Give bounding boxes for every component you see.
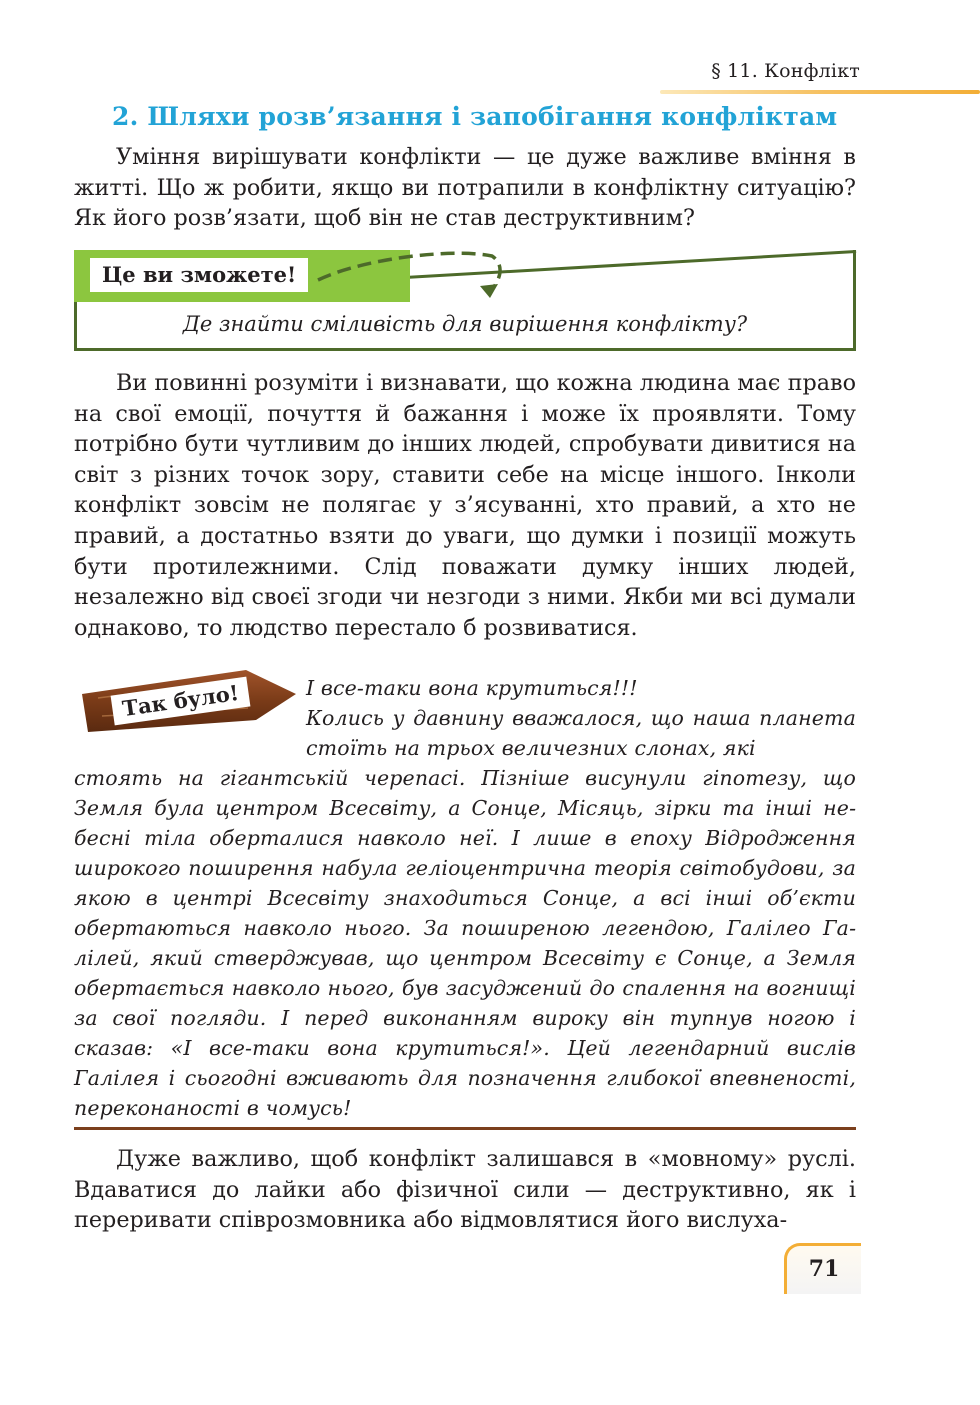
- page-number: 71: [808, 1256, 840, 1282]
- section-title: § 11. Конфлікт: [711, 60, 860, 82]
- paragraph-language: Дуже важливо, щоб конфлікт залишався в «мовному» руслі. Вдаватися до лайки або фізичної сили — деструктивно, як і переривати співрозмовника або відмовлятися його вислуха-: [74, 1146, 856, 1234]
- can-do-frame-edge: [853, 250, 856, 302]
- can-do-box: [74, 250, 856, 354]
- paragraph-emotions: Ви повинні розуміти і визнавати, що кожна людина має право на свої емоції, почуття й бажання і може їх проявляти. Тому потрібно бути чутливим до інших людей, спробувати дивитися на світ з різних точок зору, ставити себе на місце іншого. Інколи конфлікт зовсім не полягає у з’ясуванні, хто правий, а хто не правий, а достатньо взяти до уваги, що думки і позиції можуть бути протилежними. Слід поважати думку інших людей, незалежно від своєї згоди чи незгоди з ними. Якби ми всі думали однаково, то людство перестало б розвиватися.: [74, 370, 856, 641]
- page-number-tab: [784, 1243, 861, 1294]
- was-intro: Колись у давнину вважалося, що наша планета стоїть на трьох величезних слонах, які: [306, 706, 856, 760]
- can-do-question: Де знайти сміливість для вирішення конфлікту?: [182, 312, 748, 336]
- header-rule: [660, 90, 980, 94]
- section-divider: [74, 1127, 856, 1130]
- can-do-label: Це ви зможете!: [90, 258, 308, 292]
- was-title: І все-таки вона крутиться!!!: [306, 676, 638, 700]
- was-label: Так було!: [111, 677, 251, 726]
- paragraph-intro: Уміння вирішувати конфлікти — це дуже важливе вміння в житті. Що ж робити, якщо ви потрапили в конфліктну ситуацію? Як його розв’язати, щоб він не став деструктивним?: [74, 144, 856, 232]
- was-body: стоять на гігантській черепасі. Пізніше висунули гіпотезу, що Земля була центром Всесвіту, а Сонце, Місяць, зірки та інші небесні тіла оберталися навколо неї. І лише в епоху Відродження широкого поширення набула геліоцентрична теорія світобудови, за якою в центрі Всесвіту знаходиться Сонце, а всі інші об’єкти обертаються навколо нього. За поширеною легендою, Галілео Га лілей, який стверджував, що центром Всесвіту є Сонце, а Земля обертається навколо нього, був засуджений до спалення на вогнищі за свої погляди. І перед виконанням вироку він тупнув ногою і сказав: «І все-таки вона крутиться!». Цей легендарний вислів Галілея і сьогодні вживають для позначення глибокої впевненості, переконаності в чомусь!: [74, 766, 856, 1120]
- section-heading: 2. Шляхи розв’язання і запобігання конфліктам: [112, 102, 838, 131]
- dashed-arrow-icon: [304, 250, 504, 302]
